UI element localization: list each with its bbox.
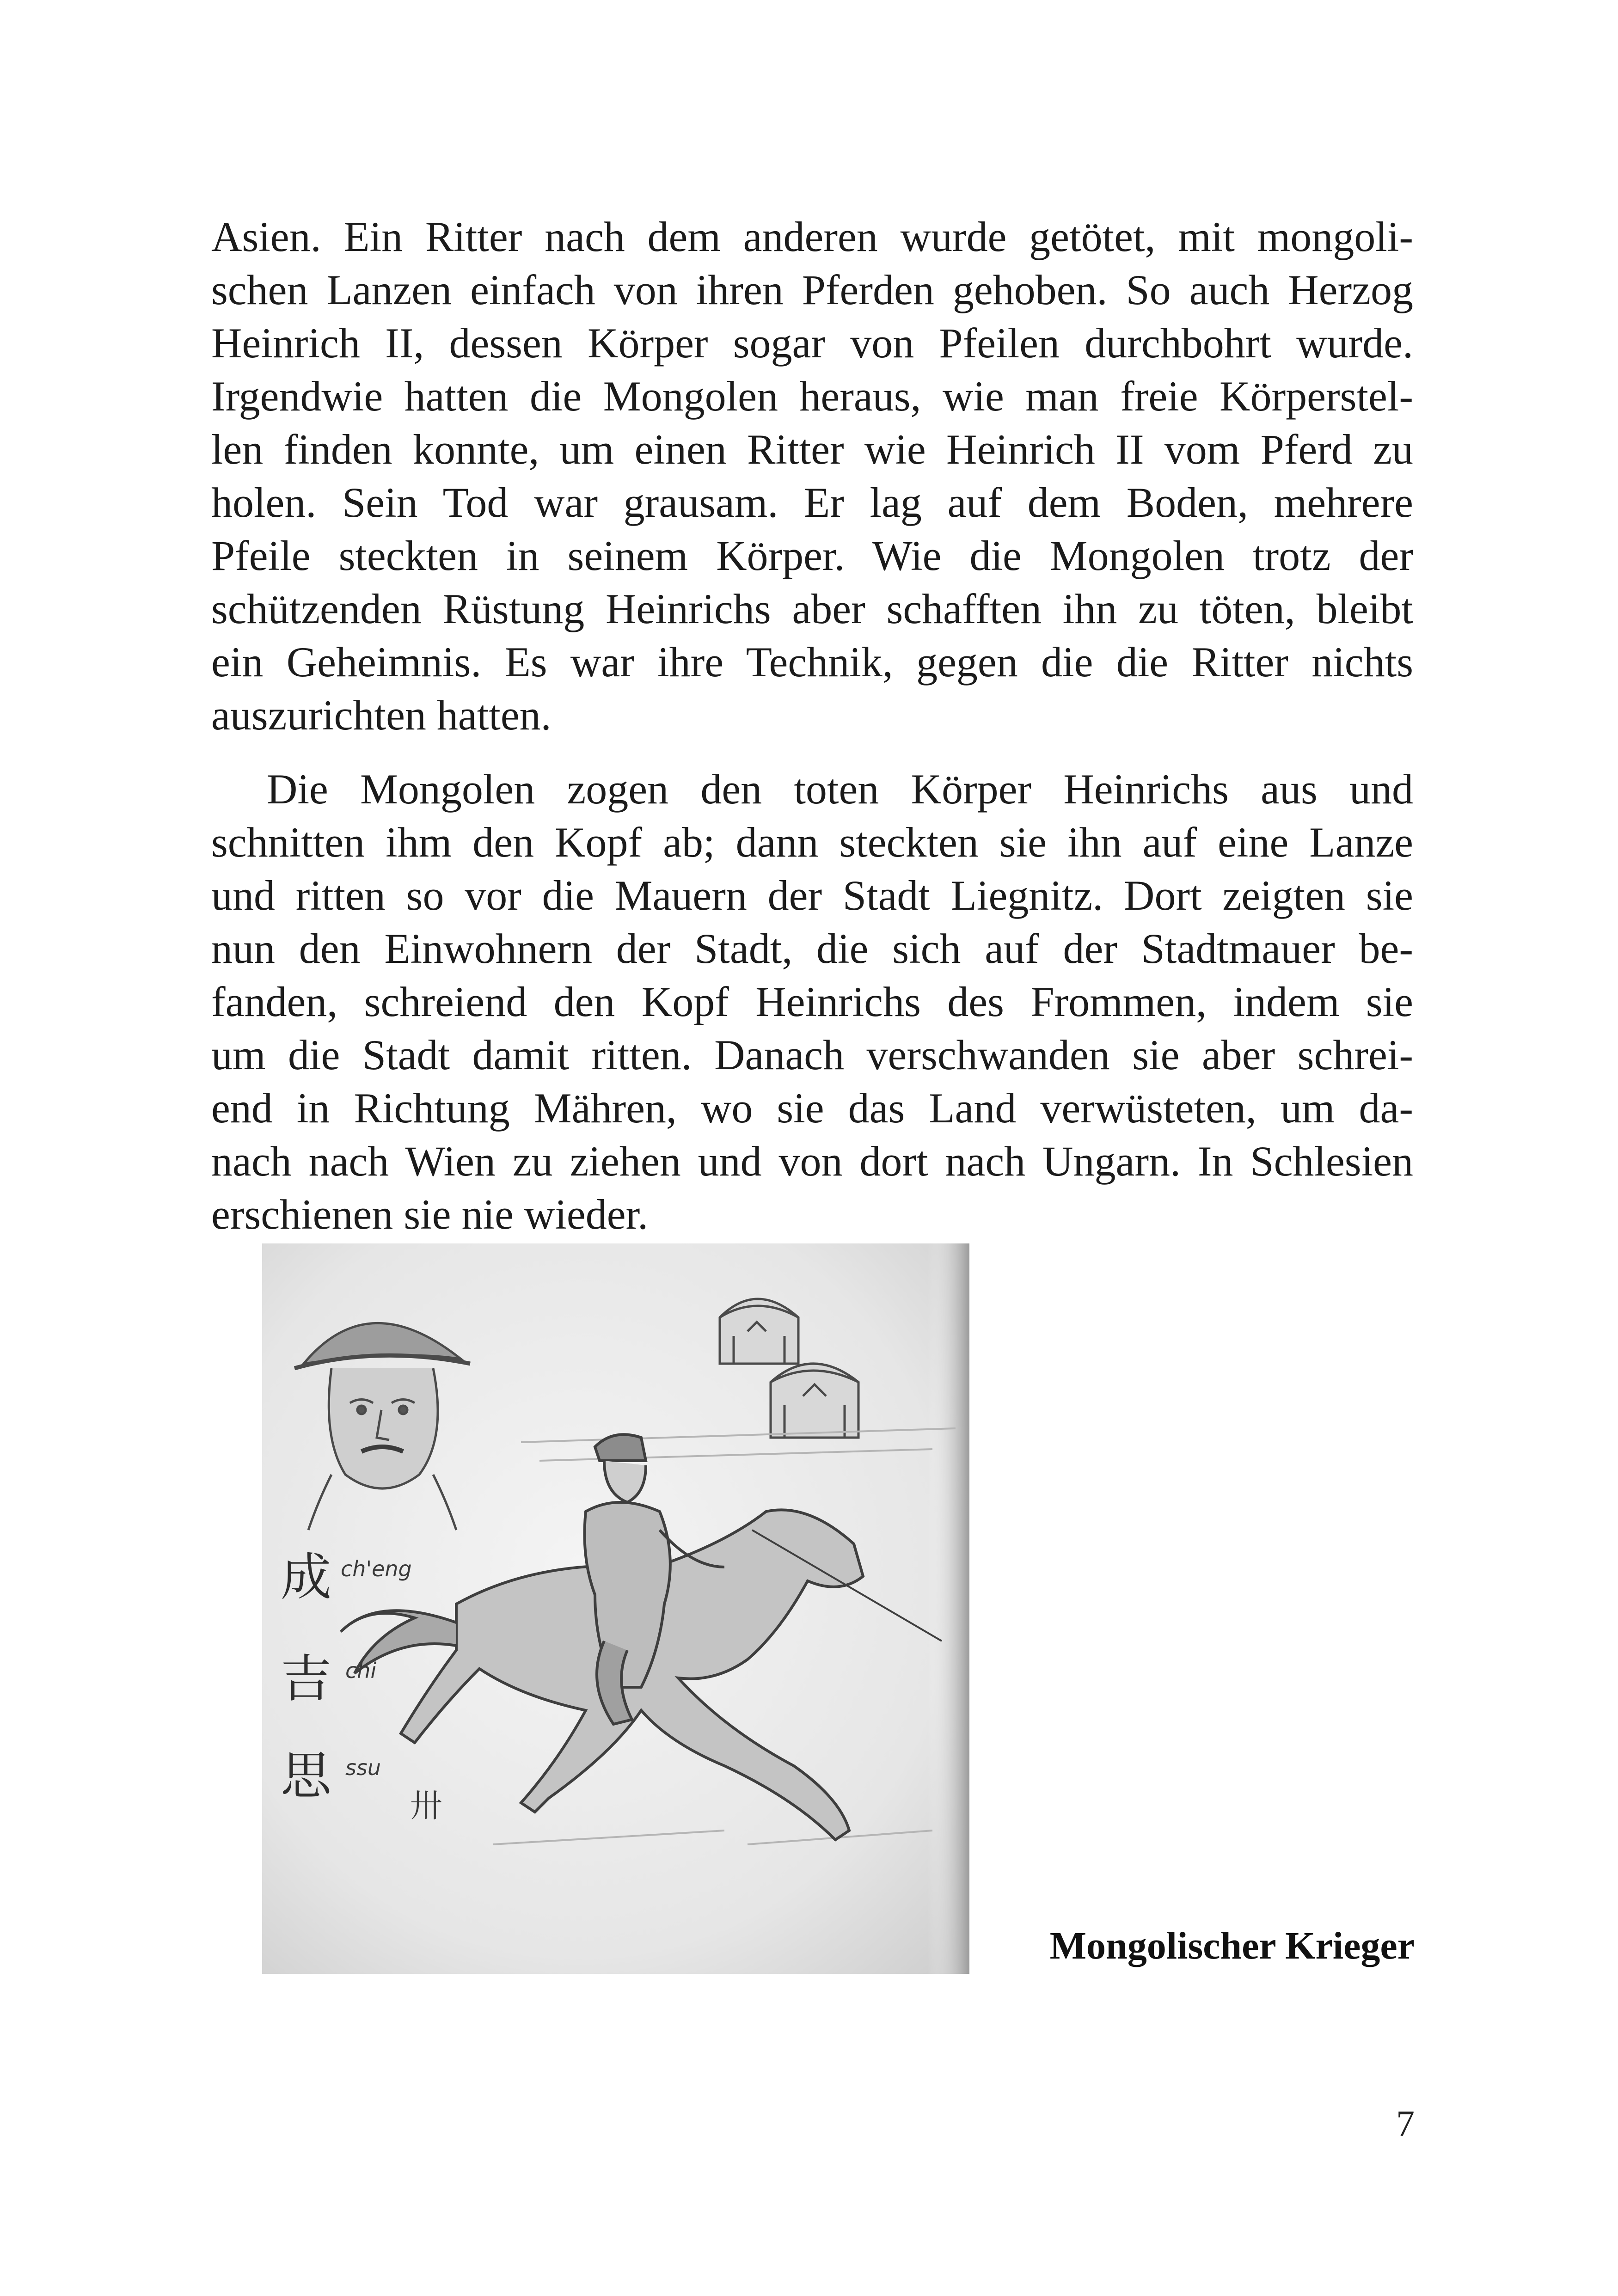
- text-line: schnitten ihm den Kopf ab; dann steckten sie ihn auf eine Lanze: [211, 819, 1413, 866]
- paragraph-1: [211, 210, 1413, 742]
- text-line: Irgendwie hatten die Mongolen heraus, wie man freie Körperstel-: [211, 373, 1413, 420]
- romanization-chi: chi: [345, 1658, 377, 1683]
- text-line: und ritten so vor die Mauern der Stadt Liegnitz. Dort zeigten sie: [211, 872, 1413, 919]
- text-line: schen Lanzen einfach von ihren Pferden gehoben. So auch Herzog: [211, 266, 1413, 313]
- text-line: len finden konnte, um einen Ritter wie Heinrich II vom Pferd zu: [211, 426, 1413, 473]
- text-line: schützenden Rüstung Heinrichs aber schafften ihn zu töten, bleibt: [211, 585, 1413, 632]
- character-ssu: 思: [281, 1746, 331, 1806]
- text-line: Asien. Ein Ritter nach dem anderen wurde getötet, mit mongoli-: [211, 213, 1413, 260]
- artist-signature: 卅: [410, 1787, 442, 1825]
- text-line: fanden, schreiend den Kopf Heinrichs des Frommen, indem sie: [211, 978, 1413, 1025]
- text-line: nach nach Wien zu ziehen und von dort nach Ungarn. In Schlesien: [211, 1138, 1413, 1185]
- text-line: auszurichten hatten.: [211, 692, 552, 739]
- text-line: um die Stadt damit ritten. Danach verschwanden sie aber schrei-: [211, 1031, 1413, 1078]
- text-line: holen. Sein Tod war grausam. Er lag auf dem Boden, mehrere: [211, 479, 1413, 526]
- figure-caption: Mongolischer Krieger: [1049, 1924, 1415, 1967]
- text-line: Heinrich II, dessen Körper sogar von Pfeilen durchbohrt wurde.: [211, 319, 1413, 367]
- page-number: 7: [1396, 2104, 1415, 2144]
- romanization-ssu: ssu: [345, 1755, 381, 1780]
- character-cheng: 成: [281, 1548, 331, 1607]
- pencil-drawing-mongol-warrior: [262, 1243, 969, 1974]
- body-text: [211, 210, 1413, 1241]
- text-line: Die Mongolen zogen den toten Körper Heinrichs aus und: [267, 765, 1413, 813]
- text-line: erschienen sie nie wieder.: [211, 1191, 649, 1238]
- text-line: end in Richtung Mähren, wo sie das Land verwüsteten, um da-: [211, 1084, 1413, 1132]
- text-line: ein Geheimnis. Es war ihre Technik, gegen die die Ritter nichts: [211, 638, 1413, 686]
- text-line: Pfeile steckten in seinem Körper. Wie die Mongolen trotz der: [211, 532, 1413, 579]
- romanization-cheng: ch'eng: [341, 1556, 412, 1581]
- paragraph-2: [211, 763, 1413, 1241]
- character-chi: 吉: [281, 1649, 331, 1708]
- text-line: nun den Einwohnern der Stadt, die sich auf der Stadtmauer be-: [211, 925, 1413, 972]
